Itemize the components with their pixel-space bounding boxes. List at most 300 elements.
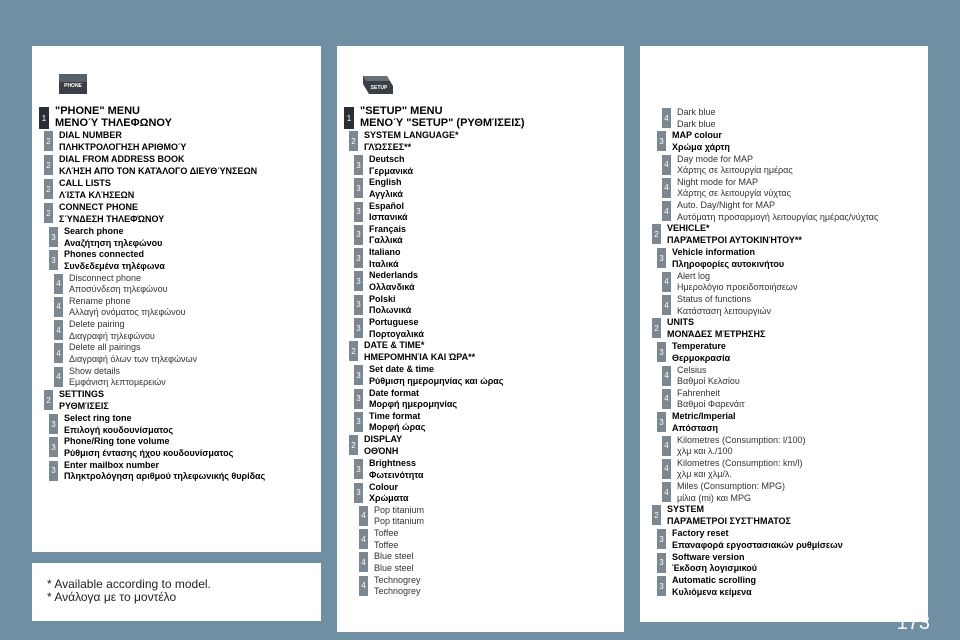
menu-level-badge: 3: [354, 389, 363, 409]
menu-level-badge: 3: [49, 437, 58, 457]
menu-item-label-en: Phone/Ring tone volume: [64, 436, 170, 447]
menu-item-text: [666, 528, 843, 551]
phone-icon: [56, 72, 90, 98]
menu-level-badge: 4: [662, 272, 671, 292]
menu-item: [652, 317, 928, 341]
menu-item-label-en: VEHICLE*: [667, 223, 710, 234]
menu-item-label-en: Alert log: [677, 270, 711, 281]
menu-level-badge: 3: [49, 227, 58, 247]
setup-menu-continued-panel: [640, 46, 928, 622]
menu-level-badge: 4: [54, 297, 63, 317]
menu-item-text: [671, 481, 785, 504]
menu-item-label-en: Italiano: [369, 247, 401, 258]
menu-item-text: [671, 154, 793, 177]
menu-level-badge: 2: [652, 224, 661, 244]
menu-item-label-en: Date format: [369, 387, 420, 398]
menu-item-label-en: Delete pairing: [69, 319, 125, 330]
menu-item-label-en: SETTINGS: [59, 389, 105, 400]
menu-level-badge: 4: [54, 367, 63, 387]
footnote-english: * Available according to model.: [47, 577, 211, 591]
menu-item-label-el: ΠΑΡΆΜΕΤΡΟΙ ΑΥΤΟΚΙΝΉΤΟΥ**: [667, 234, 802, 245]
menu-item-label-el: χλμ και λ./100: [677, 446, 733, 457]
menu-item-label-el: Έκδοση λογισμικού: [672, 563, 758, 574]
menu-level-badge: 3: [657, 248, 666, 268]
menu-item-label-el: Αποσύνδεση τηλεφώνου: [69, 284, 168, 295]
menu-item-text: [358, 434, 402, 457]
menu-item: [354, 317, 624, 340]
menu-item-text: [363, 201, 408, 224]
menu-item: [354, 247, 624, 270]
menu-level-badge: 3: [49, 250, 58, 270]
menu-level-badge: 4: [359, 529, 368, 549]
setup-menu-list: [337, 106, 624, 598]
menu-item: [657, 411, 928, 434]
menu-item-label-en: Dark blue: [677, 107, 716, 117]
menu-item-text: [368, 575, 421, 598]
menu-level-badge: 3: [354, 202, 363, 222]
menu-item-text: [363, 317, 424, 340]
menu-level-badge: 4: [54, 343, 63, 363]
menu-item-label-en: Phones connected: [64, 249, 145, 260]
menu-item-label-el: Βαθμοί Κελσίου: [677, 376, 740, 387]
menu-item-label-el: Μορφή ημερομηνίας: [369, 399, 458, 410]
menu-item-label-en: CONNECT PHONE: [59, 202, 139, 212]
menu-level-badge: 2: [652, 318, 661, 338]
footnote-greek: * Ανάλογα με το μοντέλο: [47, 590, 177, 604]
menu-item-label-el: Χάρτης σε λειτουργία ημέρας: [677, 165, 793, 176]
menu-item-label-en: Software version: [672, 551, 745, 562]
menu-level-badge: 2: [44, 390, 53, 410]
menu-level-badge: 4: [54, 274, 63, 294]
menu-item: [354, 294, 624, 317]
menu-item-label-el: Κυλιόμενα κείμενα: [672, 586, 752, 597]
menu-level-badge: 3: [354, 295, 363, 315]
menu-item-text: [58, 413, 173, 436]
menu-item: [49, 413, 321, 436]
menu-item-label-el: Συνδεδεμένα τηλέφωνα: [64, 260, 165, 271]
menu-item-label-en: Search phone: [64, 226, 124, 236]
menu-item-text: [363, 177, 403, 200]
menu-item: [354, 411, 624, 434]
menu-item-label-en: Status of functions: [677, 294, 752, 305]
menu-item-label-en: Enter mailbox number: [64, 459, 160, 470]
menu-item-label-el: ΣΎΝΔΕΣΗ ΤΗΛΕΦΏΝΟΥ: [59, 213, 165, 224]
menu-level-badge: 4: [662, 155, 671, 175]
menu-item-label-en: Auto. Day/Night for MAP: [677, 200, 776, 211]
menu-item-label-en: Toffee: [374, 528, 399, 539]
menu-item: [44, 178, 321, 202]
menu-item-label-el: ΚΛΉΣΗ ΑΠΌ ΤΟΝ ΚΑΤΆΛΟΓΟ ΔΙΕΥΘΎΝΣΕΩΝ: [59, 165, 258, 176]
menu-item: [657, 341, 928, 364]
menu-item-label-en: Automatic scrolling: [672, 575, 757, 586]
menu-item: [662, 271, 928, 294]
menu-level-badge: 3: [657, 412, 666, 432]
menu-item-label-en: Fahrenheit: [677, 387, 721, 398]
menu-item: [354, 201, 624, 224]
setup-menu-panel: [337, 46, 624, 632]
menu-item-label-el: ΠΛΗΚΤΡΟΛΟΓΗΣΗ ΑΡΙΘΜΟΎ: [59, 141, 187, 152]
menu-item: [354, 388, 624, 411]
menu-item-text: [363, 364, 503, 387]
menu-item-label-el: ΜΟΝΆΔΕΣ ΜΈΤΡΗΣΗΣ: [667, 328, 766, 339]
menu-item-label-en: Technogrey: [374, 574, 421, 585]
menu-level-badge: 2: [652, 505, 661, 525]
menu-item-label-el: Ολλανδικά: [369, 281, 415, 292]
menu-item-label-en: Rename phone: [69, 295, 131, 306]
menu-item-label-en: Celsius: [677, 364, 707, 375]
menu-level-badge: 4: [662, 295, 671, 315]
menu-item-label-en: DISPLAY: [364, 434, 403, 445]
menu-item-label-en: Portuguese: [369, 317, 419, 328]
menu-item: [54, 296, 321, 319]
menu-item-label-en: Delete all pairings: [69, 342, 141, 353]
menu-level-badge: 3: [354, 225, 363, 245]
menu-item-label-el: Κατάσταση λειτουργιών: [677, 305, 771, 316]
menu-item-label-el: Επιλογή κουδουνίσματος: [64, 424, 174, 435]
menu-level-badge: 4: [662, 178, 671, 198]
menu-item: [657, 130, 928, 153]
menu-item-label-el: Dark blue: [677, 118, 716, 129]
menu-level-badge: 3: [354, 459, 363, 479]
menu-item-text: [363, 482, 409, 505]
menu-item-label-el: Ιταλικά: [369, 258, 399, 269]
menu-item-text: [671, 365, 740, 388]
menu-item-label-en: Disconnect phone: [69, 272, 142, 283]
menu-item-label-el: ΜΕΝΟΎ "SETUP" (ΡΥΘΜΊΣΕΙΣ): [360, 116, 525, 129]
menu-level-badge: 4: [662, 366, 671, 386]
menu-item: [662, 200, 928, 223]
menu-level-badge: 3: [354, 178, 363, 198]
menu-item: [54, 342, 321, 365]
menu-item-text: [58, 226, 162, 249]
menu-item-label-el: Επαναφορά εργοστασιακών ρυθμίσεων: [672, 539, 843, 550]
menu-level-badge: 4: [54, 320, 63, 340]
menu-item-text: [53, 178, 134, 201]
menu-item-label-el: Αυτόματη προσαρμογή λειτουργίας ημέρας/νύχτας: [677, 211, 879, 222]
menu-item-label-en: Pop titanium: [374, 504, 425, 515]
menu-level-badge: 3: [657, 529, 666, 549]
menu-item: [359, 575, 624, 598]
menu-item: [349, 434, 624, 458]
menu-level-badge: 3: [657, 131, 666, 151]
menu-item: [657, 575, 928, 598]
menu-item-label-en: Select ring tone: [64, 413, 132, 424]
menu-level-badge: 3: [354, 483, 363, 503]
menu-item-label-el: Διαγραφή όλων των τηλεφώνων: [69, 353, 198, 364]
menu-item-label-el: Βαθμοί Φαρενάιτ: [677, 399, 745, 410]
menu-item-text: [63, 342, 197, 365]
menu-item-text: [666, 575, 756, 598]
menu-item-label-en: Temperature: [672, 341, 726, 352]
setup-icon: [361, 72, 395, 98]
menu-item-label-el: ΠΑΡΆΜΕΤΡΟΙ ΣΥΣΤΉΜΑΤΟΣ: [667, 515, 791, 526]
menu-level-badge: 4: [662, 389, 671, 409]
menu-item-label-en: Set date & time: [369, 364, 435, 375]
menu-level-badge: 1: [39, 107, 49, 129]
menu-item-text: [58, 460, 265, 483]
menu-item-label-el: Γαλλικά: [369, 235, 403, 246]
menu-item-label-en: English: [369, 177, 402, 188]
page-number: 173: [896, 612, 930, 634]
menu-level-badge: 2: [349, 341, 358, 361]
menu-item-label-en: Colour: [369, 481, 398, 492]
menu-item: [662, 435, 928, 458]
menu-item-label-el: Πολωνικά: [369, 305, 412, 316]
menu-item: [349, 340, 624, 364]
menu-item-text: [671, 107, 716, 130]
menu-level-badge: 2: [44, 179, 53, 199]
menu-item-text: [53, 202, 164, 225]
menu-item: [44, 130, 321, 154]
phone-icon-label: PHONE: [64, 83, 82, 89]
menu-item: [54, 366, 321, 389]
menu-item-label-el: Θερμοκρασία: [672, 352, 731, 363]
menu-item-label-en: Español: [369, 200, 405, 211]
menu-item-label-el: Μορφή ώρας: [369, 422, 426, 433]
menu-item: [652, 223, 928, 247]
menu-item-label-el: ΓΛΏΣΣΕΣ**: [364, 141, 412, 152]
menu-item-label-el: μίλια (mi) και MPG: [677, 492, 751, 503]
menu-item: [54, 273, 321, 296]
menu-level-badge: 2: [44, 203, 53, 223]
menu-item: [354, 364, 624, 387]
menu-item-text: [58, 436, 233, 459]
menu-level-badge: 3: [354, 365, 363, 385]
menu-level-badge: 4: [359, 506, 368, 526]
menu-item: [49, 249, 321, 272]
menu-item-label-en: Vehicle information: [672, 247, 756, 258]
menu-item-label-en: SYSTEM LANGUAGE*: [364, 130, 459, 140]
menu-item-label-en: DIAL FROM ADDRESS BOOK: [59, 154, 185, 164]
menu-item: [359, 505, 624, 528]
menu-level-badge: 3: [354, 155, 363, 175]
menu-item-text: [354, 106, 525, 129]
menu-item-text: [661, 504, 791, 527]
menu-item-label-el: Φωτεινότητα: [369, 469, 424, 480]
menu-item-text: [666, 552, 757, 575]
menu-level-badge: 3: [657, 553, 666, 573]
menu-item-text: [363, 247, 401, 270]
menu-item-label-el: Blue steel: [374, 562, 414, 573]
menu-item: [354, 177, 624, 200]
menu-item-text: [363, 294, 411, 317]
menu-item-label-el: Ισπανικά: [369, 212, 408, 223]
menu-level-badge: 4: [359, 576, 368, 596]
menu-item: [354, 270, 624, 293]
setup-menu-continued-list: [640, 107, 928, 598]
menu-item: [359, 528, 624, 551]
menu-item-label-en: SYSTEM: [667, 504, 705, 515]
menu-item: [662, 154, 928, 177]
menu-item-label-en: Day mode for MAP: [677, 153, 754, 164]
menu-item-text: [63, 366, 166, 389]
menu-item-label-en: Time format: [369, 410, 421, 421]
menu-item-text: [671, 435, 806, 458]
menu-item-label-en: Kilometres (Consumption: km/l): [677, 457, 803, 468]
menu-item-label-el: Εμφάνιση λεπτομερειών: [69, 377, 166, 388]
phone-menu-panel: [32, 46, 321, 552]
menu-item-label-el: Technogrey: [374, 586, 421, 597]
menu-item-label-en: Metric/Imperial: [672, 411, 736, 422]
menu-item-label-el: Toffee: [374, 539, 399, 550]
menu-item-label-el: Αγγλικά: [369, 188, 403, 199]
menu-item: [54, 319, 321, 342]
menu-item: [39, 106, 321, 130]
menu-item-label-en: Deutsch: [369, 154, 405, 164]
menu-item-label-en: Show details: [69, 365, 121, 376]
menu-item-text: [363, 458, 424, 481]
menu-level-badge: 4: [662, 459, 671, 479]
menu-level-badge: 2: [349, 131, 358, 151]
footnote-box: [32, 563, 321, 621]
menu-item-label-el: Ημερολόγιο προειδοποιήσεων: [677, 282, 798, 293]
menu-item: [662, 177, 928, 200]
menu-level-badge: 4: [662, 201, 671, 221]
menu-item: [44, 154, 321, 178]
menu-item: [662, 481, 928, 504]
menu-level-badge: 3: [354, 318, 363, 338]
menu-item-label-el: Χρώματα: [369, 493, 409, 504]
menu-item-text: [63, 296, 186, 319]
menu-level-badge: 2: [44, 131, 53, 151]
menu-level-badge: 3: [49, 414, 58, 434]
menu-level-badge: 4: [662, 108, 671, 128]
menu-item: [359, 551, 624, 574]
menu-item-label-en: "PHONE" MENU: [55, 105, 140, 117]
menu-item-text: [363, 154, 413, 177]
menu-item-label-el: Ρύθμιση έντασης ήχου κουδουνίσματος: [64, 447, 234, 458]
menu-level-badge: 4: [359, 552, 368, 572]
menu-item: [657, 552, 928, 575]
menu-item-text: [671, 294, 771, 317]
menu-item-label-el: Χάρτης σε λειτουργία νύχτας: [677, 188, 791, 199]
menu-item-label-el: Ρύθμιση ημερομηνίας και ώρας: [369, 375, 504, 386]
menu-item: [662, 365, 928, 388]
menu-item: [354, 224, 624, 247]
menu-item-text: [666, 411, 736, 434]
menu-item-text: [666, 341, 730, 364]
menu-item-label-el: Pop titanium: [374, 516, 425, 527]
menu-item-text: [368, 528, 398, 551]
menu-item-text: [53, 154, 257, 177]
menu-item: [349, 130, 624, 154]
menu-item: [354, 458, 624, 481]
menu-item-text: [358, 130, 459, 153]
menu-item-label-en: UNITS: [667, 317, 694, 328]
menu-item-text: [666, 130, 730, 153]
menu-item: [49, 460, 321, 483]
menu-item-text: [363, 411, 425, 434]
menu-item-text: [63, 273, 168, 296]
menu-level-badge: 3: [657, 576, 666, 596]
menu-item-text: [358, 340, 475, 363]
menu-item-text: [368, 505, 424, 528]
menu-item-label-el: Χρώμα χάρτη: [672, 141, 730, 152]
menu-item-text: [666, 247, 784, 270]
menu-item-label-en: MAP colour: [672, 130, 722, 141]
menu-item-label-el: Διαγραφή τηλεφώνου: [69, 330, 155, 341]
menu-item: [44, 202, 321, 226]
menu-level-badge: 4: [662, 482, 671, 502]
menu-level-badge: 4: [662, 436, 671, 456]
menu-item-label-el: Πορτογαλικά: [369, 328, 424, 339]
menu-item: [652, 504, 928, 528]
menu-item-label-en: CALL LISTS: [59, 178, 111, 188]
menu-item: [354, 482, 624, 505]
menu-item-text: [58, 249, 165, 272]
menu-item-label-el: Αναζήτηση τηλεφώνου: [64, 237, 163, 248]
menu-item-label-en: Nederlands: [369, 270, 419, 281]
menu-item-label-en: Français: [369, 223, 407, 234]
menu-item-label-el: ΜΕΝΟΎ ΤΗΛΕΦΩΝΟΥ: [55, 116, 172, 129]
menu-item-text: [363, 270, 418, 293]
menu-item-label-en: Brightness: [369, 458, 417, 469]
menu-item-label-el: χλμ και χλμ/λ.: [677, 469, 732, 480]
menu-item: [662, 107, 928, 130]
menu-item: [657, 247, 928, 270]
menu-item-label-el: ΗΜΕΡΟΜΗΝΊΑ ΚΑΙ ΏΡΑ**: [364, 351, 476, 362]
menu-item-text: [671, 200, 878, 223]
menu-level-badge: 2: [349, 435, 358, 455]
menu-item-label-el: Πληροφορίες αυτοκινήτου: [672, 258, 785, 269]
menu-item-label-en: Kilometres (Consumption: l/100): [677, 434, 806, 445]
menu-item-label-el: Πληκτρολόγηση αριθμού τηλεφωνικής θυρίδας: [64, 471, 266, 482]
menu-item-text: [363, 224, 406, 247]
menu-item-label-en: Polski: [369, 293, 396, 304]
menu-level-badge: 3: [354, 412, 363, 432]
menu-item-label-el: Αλλαγή ονόματος τηλεφώνου: [69, 307, 186, 318]
menu-item: [44, 389, 321, 413]
menu-item-label-en: DATE & TIME*: [364, 340, 425, 351]
menu-item-text: [53, 130, 186, 153]
menu-item-text: [661, 223, 802, 246]
menu-item-text: [368, 551, 414, 574]
menu-level-badge: 3: [354, 271, 363, 291]
menu-item-label-en: Miles (Consumption: MPG): [677, 481, 786, 492]
phone-menu-list: [32, 106, 321, 483]
menu-item: [657, 528, 928, 551]
menu-item-text: [363, 388, 457, 411]
menu-item-text: [661, 317, 765, 340]
menu-item: [662, 294, 928, 317]
menu-level-badge: 3: [657, 342, 666, 362]
menu-item-label-en: DIAL NUMBER: [59, 130, 122, 140]
menu-item-text: [49, 106, 172, 129]
menu-item-label-el: ΛΊΣΤΑ ΚΛΉΣΕΩΝ: [59, 189, 135, 200]
menu-item-label-el: Γερμανικά: [369, 165, 414, 176]
menu-item-label-en: Factory reset: [672, 528, 729, 539]
menu-level-badge: 1: [344, 107, 354, 129]
menu-level-badge: 2: [44, 155, 53, 175]
menu-item-label-el: ΟΘΌΝΗ: [364, 445, 399, 456]
menu-level-badge: 3: [354, 248, 363, 268]
setup-icon-label: SETUP: [370, 85, 388, 91]
menu-item: [662, 388, 928, 411]
menu-item: [354, 154, 624, 177]
menu-item: [662, 458, 928, 481]
menu-item-text: [53, 389, 109, 412]
menu-item-label-el: Απόσταση: [672, 422, 718, 433]
menu-item-text: [63, 319, 155, 342]
menu-item-label-en: "SETUP" MENU: [360, 105, 443, 117]
menu-item: [49, 436, 321, 459]
menu-item-label-en: Blue steel: [374, 551, 414, 562]
menu-item: [344, 106, 624, 130]
menu-item: [49, 226, 321, 249]
menu-item-text: [671, 177, 791, 200]
menu-item-text: [671, 271, 797, 294]
menu-item-label-en: Night mode for MAP: [677, 176, 759, 187]
